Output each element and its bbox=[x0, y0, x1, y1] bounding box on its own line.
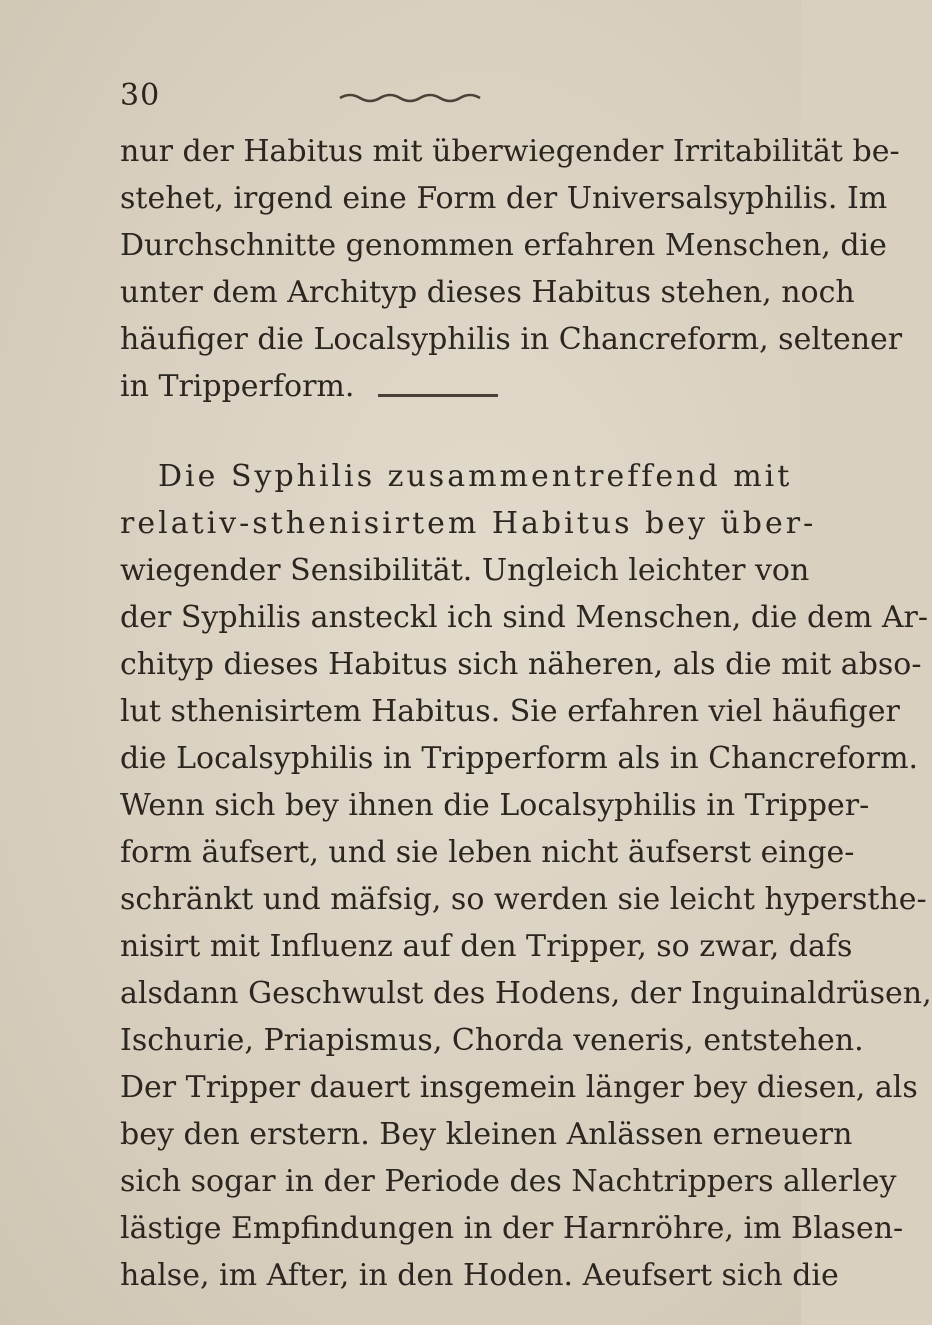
text-line: alsdann Geschwulst des Hodens, der Inguinaldrüsen, bbox=[120, 976, 932, 1011]
section-heading-line: Die Syphilis zusammentreffend mit bbox=[158, 459, 793, 494]
text-line: halse, im After, in den Hoden. Aeufsert sich die bbox=[120, 1258, 839, 1293]
text-line: sich sogar in der Periode des Nachtrippers allerley bbox=[120, 1164, 897, 1199]
text-line: häufiger die Localsyphilis in Chancreform, seltener bbox=[120, 322, 903, 357]
text-line: chityp dieses Habitus sich näheren, als die mit abso- bbox=[120, 647, 922, 682]
text-line: lut sthenisirtem Habitus. Sie erfahren viel häufiger bbox=[120, 694, 900, 729]
text-line: schränkt und mäfsig, so werden sie leicht hypersthe- bbox=[120, 882, 927, 917]
text-line: Ischurie, Priapismus, Chorda veneris, entstehen. bbox=[120, 1023, 864, 1058]
header-ornament bbox=[340, 92, 490, 104]
text-line: wiegender Sensibilität. Ungleich leichter von bbox=[120, 553, 810, 588]
text-line: unter dem Archityp dieses Habitus stehen, noch bbox=[120, 275, 855, 310]
page-number: 30 bbox=[120, 78, 161, 113]
text-line: form äufsert, und sie leben nicht äufserst einge- bbox=[120, 835, 855, 870]
text-line: Wenn sich bey ihnen die Localsyphilis in Tripper- bbox=[120, 788, 870, 823]
section-heading-line: relativ-sthenisirtem Habitus bey über- bbox=[120, 506, 817, 541]
text-line: nur der Habitus mit überwiegender Irritabilität be- bbox=[120, 134, 900, 169]
text-line: nisirt mit Influenz auf den Tripper, so zwar, dafs bbox=[120, 929, 853, 964]
text-line: Durchschnitte genommen erfahren Menschen, die bbox=[120, 228, 887, 263]
text-line: bey den erstern. Bey kleinen Anlässen erneuern bbox=[120, 1117, 853, 1152]
text-line: Der Tripper dauert insgemein länger bey diesen, als bbox=[120, 1070, 918, 1105]
section-divider bbox=[378, 394, 498, 397]
text-line: in Tripperform. bbox=[120, 369, 355, 404]
text-line: lästige Empfindungen in der Harnröhre, im Blasen- bbox=[120, 1211, 904, 1246]
text-line: stehet, irgend eine Form der Universalsyphilis. Im bbox=[120, 181, 888, 216]
text-line: die Localsyphilis in Tripperform als in Chancreform. bbox=[120, 741, 919, 776]
text-line: der Syphilis ansteckl ich sind Menschen, die dem Ar- bbox=[120, 600, 929, 635]
